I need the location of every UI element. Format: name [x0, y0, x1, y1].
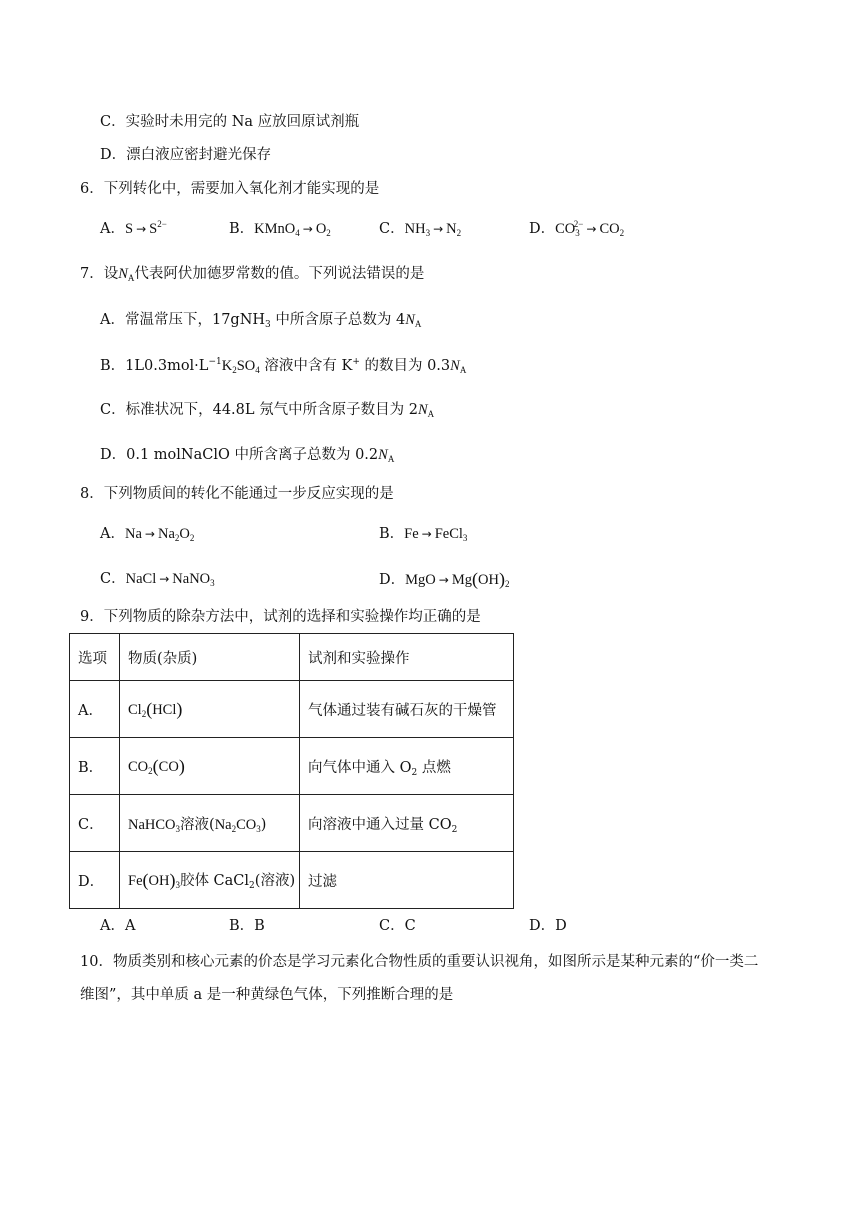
- op-text: 点燃: [417, 759, 451, 776]
- q8-option-c: C．NaCl → NaNO$_3$: [100, 571, 215, 588]
- q8-option-a: A．$Na \to Na_2O_2$: [100, 526, 195, 543]
- row-substance: $Fe(OH)_3$胶体 CaCl$_2$(溶液): [120, 852, 300, 909]
- option-text: D．0.1 molNaClO 中所含离子总数为 0.2: [100, 447, 379, 463]
- option-text: 的数目为 0.3: [359, 358, 451, 374]
- option-label: C．: [379, 221, 405, 237]
- header-substance: 物质(杂质): [120, 634, 300, 681]
- q9-choice-a: A．A: [100, 918, 136, 934]
- q9-stem: 9．下列物质的除杂方法中，试剂的选择和实验操作均正确的是: [80, 609, 481, 625]
- q7-option-d: D．0.1 molNaClO 中所含离子总数为 $0.2N_A$: [100, 447, 395, 464]
- q9-table: [69, 633, 514, 909]
- row-operation: 向溶液中通入过量 $CO_2$: [300, 795, 514, 852]
- q6-option-d: D．$CO_3^{2-} \to CO_2$: [529, 219, 625, 238]
- substance-text: (溶液): [254, 873, 296, 889]
- q10-line-2: 维图”，其中单质 a 是一种黄绿色气体，下列推断合理的是: [80, 987, 454, 1003]
- table-row: [70, 681, 514, 738]
- table-header-row: [70, 634, 514, 681]
- q9-choice-c: C．C: [379, 918, 416, 934]
- substance-text: ): [260, 816, 267, 833]
- option-label: B．: [379, 526, 405, 542]
- row-option: A．: [70, 681, 120, 738]
- q7-option-b: B．$1L0.3mol\cdot L^{-1}K_2SO_4$ 溶液中含有 K+ 的数目为 $0.3N_A$: [100, 357, 467, 375]
- row-operation: 气体通过装有碱石灰的干燥管: [300, 681, 514, 738]
- option-label: A．: [100, 526, 125, 542]
- table-row: [70, 795, 514, 852]
- q6-option-b: B．KMnO$_4$ → $O_2$: [229, 221, 331, 238]
- op-text: 向气体中通入 O: [308, 759, 412, 776]
- q6-option-c: C．$NH_3 \to N_2$: [379, 221, 462, 238]
- option-label: B．: [229, 221, 255, 237]
- option-label: A．: [100, 221, 125, 237]
- q9-choice-d: D．D: [529, 918, 567, 934]
- row-substance: NaHCO$_3$溶液$(Na_2CO_3)$: [120, 795, 300, 852]
- header-operation: 试剂和实验操作: [300, 634, 514, 681]
- option-label: D．: [379, 572, 406, 588]
- option-label: C．: [100, 571, 126, 587]
- row-operation: 过滤: [300, 852, 514, 909]
- op-text: 向溶液中通入过量 CO: [308, 816, 452, 833]
- row-option: D．: [70, 852, 120, 909]
- q6-option-a: A．$S \to S^{2-}$: [100, 219, 167, 237]
- table-row: [70, 738, 514, 795]
- header-option: 选项: [70, 634, 120, 681]
- option-text: C．标准状况下，44.8L 氖气中所含原子数目为 2: [100, 402, 418, 418]
- q7-stem: 7．设$N_A$代表阿伏加德罗常数的值。下列说法错误的是: [80, 266, 425, 283]
- substance-text: 溶液(: [180, 816, 215, 833]
- substance-text: 胶体 CaCl: [179, 873, 250, 889]
- option-text: A．常温常压下，17gNH: [100, 312, 266, 328]
- row-substance: $CO_2(CO)$: [120, 738, 300, 795]
- option-text: 中所含原子总数为 4: [270, 312, 406, 328]
- q6-stem: 6．下列转化中，需要加入氧化剂才能实现的是: [80, 181, 380, 197]
- q5-option-d: D．漂白液应密封避光保存: [100, 147, 272, 163]
- option-label: D．: [529, 221, 556, 237]
- q8-stem: 8．下列物质间的转化不能通过一步反应实现的是: [80, 486, 394, 502]
- q7-option-a: A．常温常压下，17gNH$_3$ 中所含原子总数为 $4N_A$: [100, 312, 422, 330]
- stem-prefix: 7．设: [80, 266, 119, 282]
- row-operation: 向气体中通入 $O_2$ 点燃: [300, 738, 514, 795]
- q10-line-1: 10．物质类别和核心元素的价态是学习元素化合物性质的重要认识视角，如图所示是某种元素的“价一类二: [80, 954, 759, 970]
- q7-option-c: C．标准状况下，44.8L 氖气中所含原子数目为 $2N_A$: [100, 402, 435, 419]
- row-option: B．: [70, 738, 120, 795]
- row-option: C．: [70, 795, 120, 852]
- option-text: 溶液中含有 K: [259, 358, 353, 374]
- option-text: B．1L0.3mol·L: [100, 358, 209, 374]
- q8-option-b: B．Fe → FeCl$_3$: [379, 526, 468, 543]
- q9-choice-b: B．B: [229, 918, 265, 934]
- stem-suffix: 代表阿伏加德罗常数的值。下列说法错误的是: [134, 266, 425, 282]
- row-substance: $Cl_2(HCl)$: [120, 681, 300, 738]
- table-row: [70, 852, 514, 909]
- q5-option-c: C．实验时未用完的 Na 应放回原试剂瓶: [100, 114, 360, 130]
- q8-option-d: D．MgO → $Mg(OH)_2$: [379, 569, 510, 589]
